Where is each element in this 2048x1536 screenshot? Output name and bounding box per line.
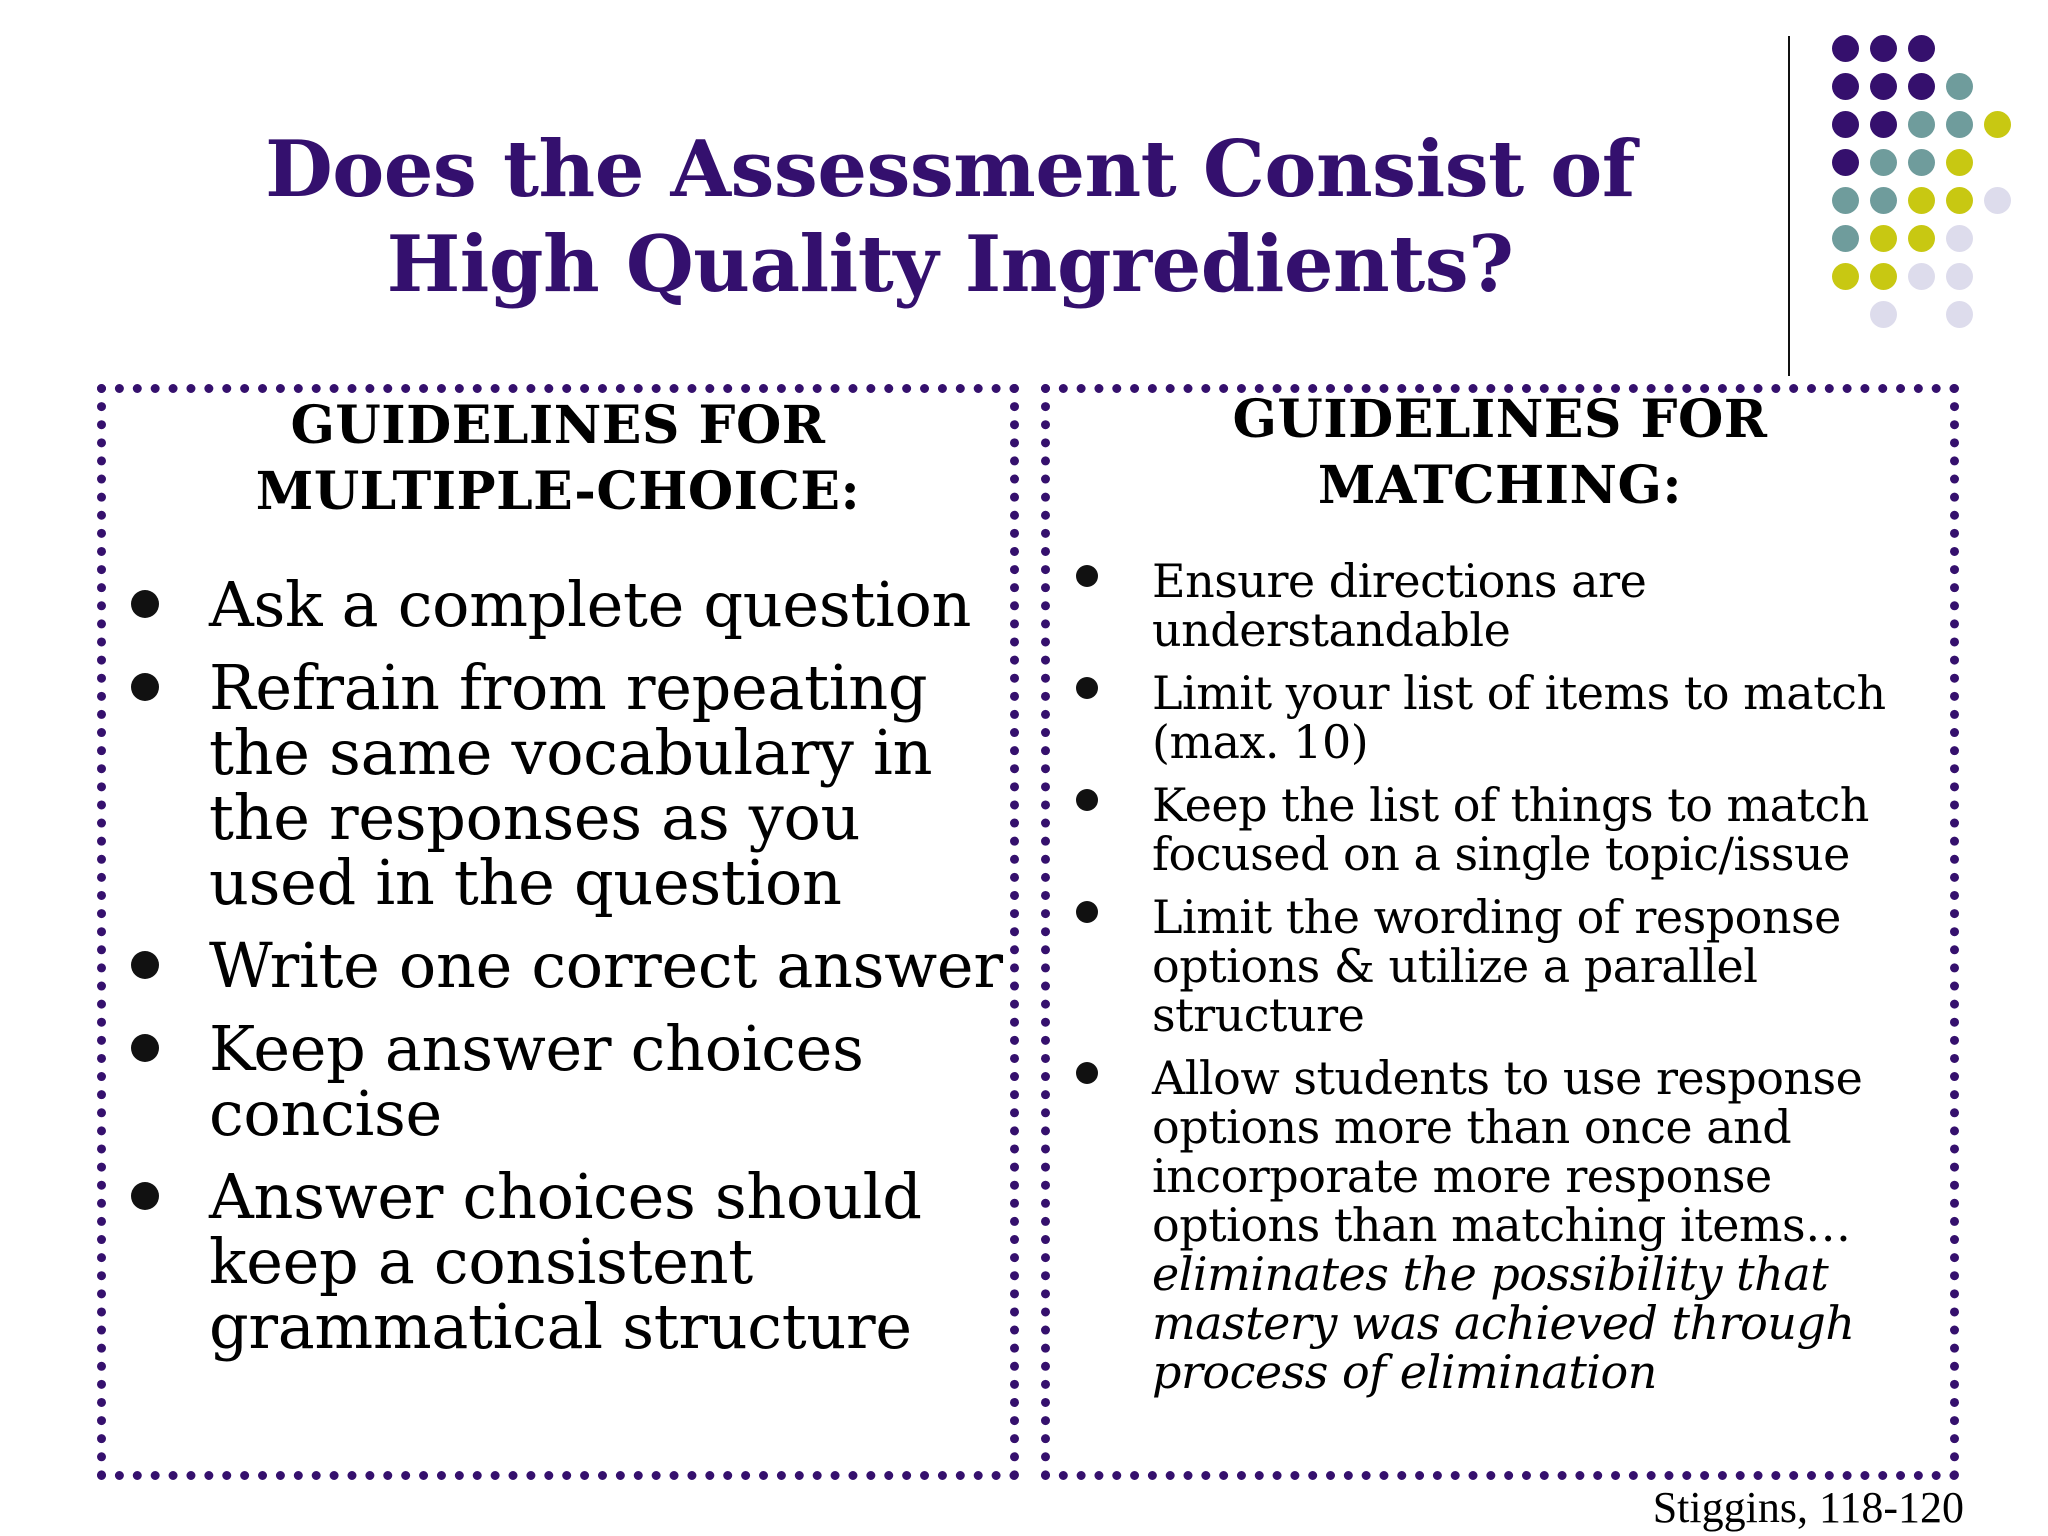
bullet-icon [131,1182,159,1210]
list-item-text: Ensure directions are understandable [1152,554,1647,657]
list-item-text: Ask a complete question [209,568,972,641]
list-item-text: Write one correct answer [209,929,1003,1002]
citation: Stiggins, 118-120 [1652,1483,1964,1532]
list-item-text: Limit the wording of response options & utilize a parallel structure [1152,890,1841,1042]
decor-dot [1946,225,1973,252]
matching-heading [1050,387,1950,519]
decor-dot [1832,149,1859,176]
decor-dot [1832,111,1859,138]
decor-dot [1946,263,1973,290]
list-item [209,1160,1009,1363]
list-item-text: Keep answer choices concise [209,1012,864,1150]
list-item-text: Refrain from repeating the same vocabulary in the responses as you used in the question [209,651,933,919]
decor-dot [1908,187,1935,214]
decor-dot [1908,73,1935,100]
decor-dot [1870,35,1897,62]
decor-dot [1908,35,1935,62]
list-item-italic-text: eliminates the possibility that mastery was achieved through process of elimination [1152,1247,1855,1399]
list-item [209,1012,1009,1150]
list-item [209,651,1009,919]
decor-dot [1946,301,1973,328]
decor-dot [1832,35,1859,62]
heading-line-2: MULTIPLE-CHOICE: [255,461,861,522]
decor-dot [1870,73,1897,100]
title-line-2: High Quality Ingredients? [386,219,1514,310]
multiple-choice-guidelines-box [97,384,1019,1480]
list-item [209,568,1009,641]
bullet-icon [1076,901,1098,923]
heading-line-1: GUIDELINES FOR [290,395,826,456]
list-item [209,929,1009,1002]
decor-dot [1946,73,1973,100]
decor-dot [1870,301,1897,328]
decor-dot [1832,187,1859,214]
decor-dot [1832,73,1859,100]
decor-dot [1870,111,1897,138]
list-item [1152,666,1952,769]
decor-dot [1946,111,1973,138]
decor-dot [1984,187,2011,214]
decor-dot [1832,263,1859,290]
list-item [1152,554,1952,657]
decor-dot [1870,263,1897,290]
decor-dot [1870,149,1897,176]
list-item [1152,778,1952,881]
bullet-icon [1076,1062,1098,1084]
decor-dot [1908,149,1935,176]
multiple-choice-list [209,568,1009,1377]
decorative-divider-line [1788,36,1790,376]
decor-dot [1946,187,1973,214]
decor-dot [1908,263,1935,290]
decor-dot [1870,187,1897,214]
list-item-text: Limit your list of items to match (max. 10) [1152,666,1886,769]
decor-dot [1908,111,1935,138]
list-item [1152,890,1952,1042]
heading-line-1: GUIDELINES FOR [1232,389,1768,450]
heading-line-2: MATCHING: [1317,455,1683,516]
bullet-icon [131,1034,159,1062]
title-line-1: Does the Assessment Consist of [265,124,1635,215]
decor-dot [1908,225,1935,252]
multiple-choice-heading [106,393,1010,525]
matching-guidelines-box [1041,384,1959,1480]
list-item-text: Keep the list of things to match focused on a single topic/issue [1152,778,1869,881]
decor-dot [1984,111,2011,138]
bullet-icon [1076,677,1098,699]
list-item [1152,1051,1952,1399]
decor-dot [1946,149,1973,176]
list-item-text: Allow students to use response options more than once and incorporate more response options than matching items… [1152,1051,1863,1252]
decor-dot [1832,225,1859,252]
bullet-icon [1076,789,1098,811]
decor-dot [1870,225,1897,252]
bullet-icon [131,673,159,701]
list-item-text: Answer choices should keep a consistent grammatical structure [209,1160,922,1363]
bullet-icon [1076,565,1098,587]
bullet-icon [131,951,159,979]
slide-title [220,122,1680,312]
matching-list [1152,554,1952,1411]
bullet-icon [131,590,159,618]
